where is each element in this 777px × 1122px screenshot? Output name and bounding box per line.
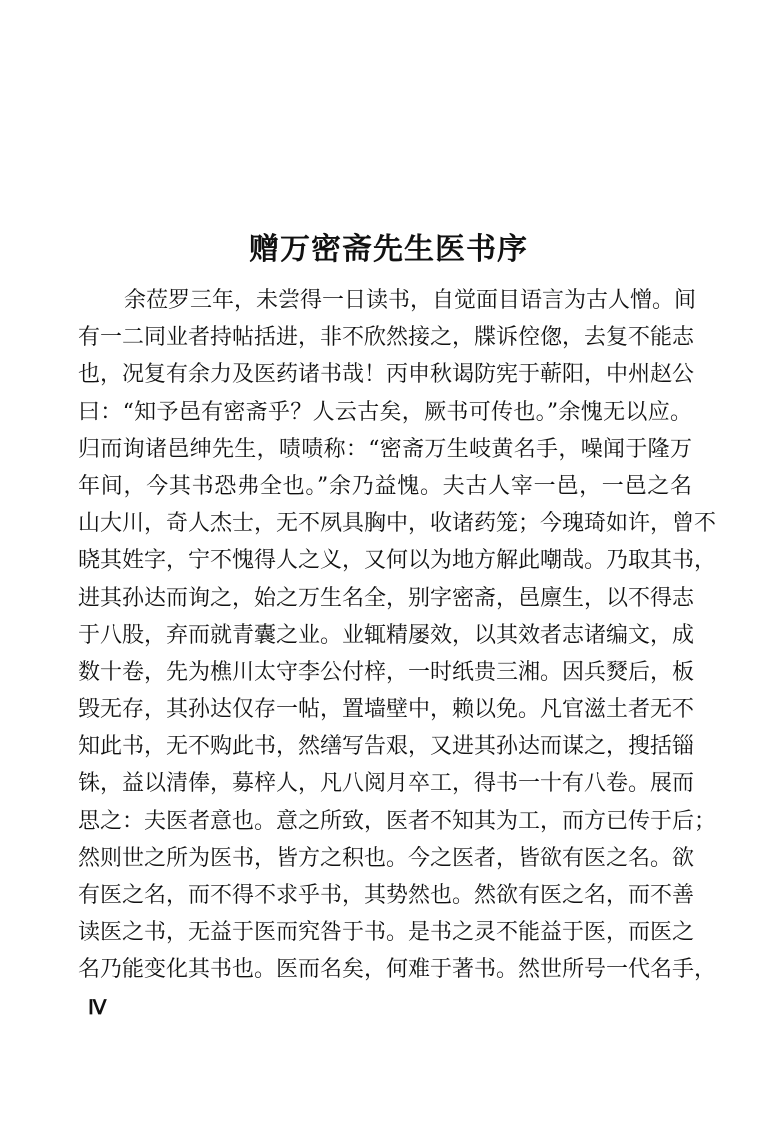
text-line: 余莅罗三年，未尝得一日读书，自觉面目语言为古人憎。间	[124, 288, 697, 313]
text-line: 有医之名，而不得不求乎书，其势然也。然欲有医之名，而不善	[78, 883, 695, 908]
text-line: 进其孙达而询之，始之万生名全，别字密斋，邑廪生，以不得志	[78, 585, 695, 611]
text-line: 思之：夫医者意也。意之所致，医者不知其为工，而方已传于后；	[78, 808, 717, 834]
text-line: 有一二同业者持帖括进，非不欣然接之，牒诉倥偬，去复不能志	[78, 325, 695, 351]
text-line: 于八股，弃而就青囊之业。业辄精屡效，以其效者志诸编文，成	[78, 622, 695, 648]
text-line: 读医之书，无益于医而究咎于书。是书之灵不能益于医，而医之	[78, 920, 695, 946]
text-line: 也，况复有余力及医药诸书哉！丙申秋谒防宪于蕲阳，中州赵公	[78, 362, 695, 388]
text-line: 然则世之所为医书，皆方之积也。今之医者，皆欲有医之名。欲	[78, 845, 695, 871]
page-title: 赠万密斋先生医书序	[249, 232, 528, 267]
text-line: 铢，益以清俸，募梓人，凡八阅月卒工，得书一十有八卷。展而	[78, 771, 695, 797]
text-line: 知此书，无不购此书，然缮写告艰，又进其孙达而谋之，搜括锱	[78, 734, 695, 760]
body-text	[78, 282, 717, 989]
text-line: 山大川，奇人杰士，无不夙具胸中，收诸药笼；今瑰琦如许，曾不	[78, 511, 717, 537]
text-line: 归而询诸邑绅先生，啧啧称：“密斋万生岐黄名手，噪闻于隆万	[78, 436, 692, 462]
page-number: Ⅳ	[88, 997, 107, 1019]
text-line: 数十卷，先为樵川太守李公付梓，一时纸贵三湘。因兵燹后，板	[78, 659, 695, 685]
text-line: 毁无存，其孙达仅存一帖，置墙壁中，赖以免。凡官滋土者无不	[78, 697, 695, 723]
text-line: 名乃能变化其书也。医而名矣，何难于著书。然世所号一代名手，	[78, 957, 717, 983]
text-line: 晓其姓字，宁不愧得人之义，又何以为地方解此嘲哉。乃取其书，	[78, 548, 717, 574]
text-line: 曰：“知予邑有密斋乎？人云古矣，厥书可传也。”余愧无以应。	[78, 399, 692, 425]
text-line: 年间，今其书恐弗全也。”余乃益愧。夫古人宰一邑，一邑之名	[78, 473, 692, 499]
